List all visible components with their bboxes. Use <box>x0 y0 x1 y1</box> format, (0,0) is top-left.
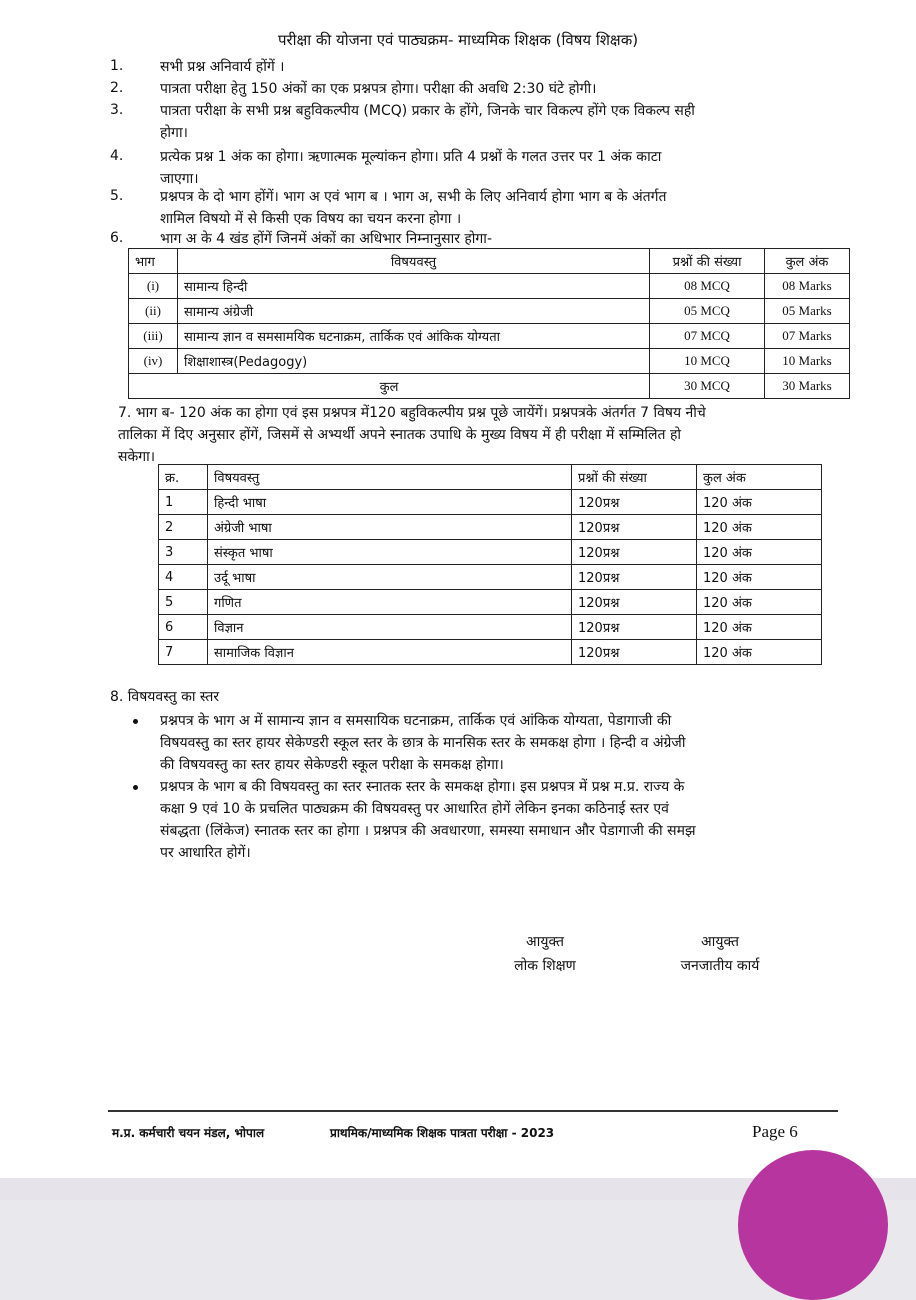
table-cell: 120 अंक <box>697 515 822 540</box>
point-text: जाएगा। <box>160 171 199 187</box>
point-number: 1. <box>110 58 124 74</box>
table-row <box>159 640 822 665</box>
table-row <box>159 565 822 590</box>
table-cell: 6 <box>159 615 208 640</box>
table-row <box>159 615 822 640</box>
table-cell: (ii) <box>129 299 178 324</box>
table-cell: 3 <box>159 540 208 565</box>
total-label: कुल <box>129 374 650 399</box>
table-header-row <box>129 249 850 274</box>
table-cell: संस्कृत भाषा <box>208 540 572 565</box>
table-cell: 120 अंक <box>697 490 822 515</box>
table-cell: गणित <box>208 590 572 615</box>
table-cell: 08 Marks <box>765 274 850 299</box>
table-cell: उर्दू भाषा <box>208 565 572 590</box>
table-cell: 07 Marks <box>765 324 850 349</box>
table-row <box>129 274 850 299</box>
point-7-text: 7. भाग ब- 120 अंक का होगा एवं इस प्रश्नपत्र में120 बहुविकल्पीय प्रश्न पूछे जायेंगें। प्रश्नपत्रके अंतर्गत 7 विषय नीचे <box>118 405 706 421</box>
table-cell: 10 Marks <box>765 349 850 374</box>
point-number: 4. <box>110 148 124 164</box>
table-cell: 10 MCQ <box>650 349 765 374</box>
table-row <box>159 540 822 565</box>
table-row <box>159 490 822 515</box>
total-questions: 30 MCQ <box>650 374 765 399</box>
column-header: कुल अंक <box>765 249 850 274</box>
table-cell: 120प्रश्न <box>572 615 697 640</box>
bullet-text: कक्षा 9 एवं 10 के प्रचलित पाठ्यक्रम की विषयवस्तु पर आधारित होगें लेकिन इनका कठिनाई स्तर एवं <box>160 801 669 817</box>
point-number: 5. <box>110 188 124 204</box>
table-row <box>129 299 850 324</box>
signature-title: आयुक्त <box>526 934 564 950</box>
table-cell: 120प्रश्न <box>572 565 697 590</box>
table-row <box>159 590 822 615</box>
table-cell: 120 अंक <box>697 565 822 590</box>
table-cell: 120प्रश्न <box>572 540 697 565</box>
footer-divider <box>108 1110 838 1112</box>
point-text: पात्रता परीक्षा हेतु 150 अंकों का एक प्रश्नपत्र होगा। परीक्षा की अवधि 2:30 घंटे होगी। <box>160 81 597 97</box>
table-cell: (i) <box>129 274 178 299</box>
bullet-text: विषयवस्तु का स्तर हायर सेकेण्डरी स्कूल स्तर के छात्र के मानसिक स्तर के समकक्ष होगा । हिन्दी व अंग्रेजी <box>160 735 686 751</box>
bullet-text: प्रश्नपत्र के भाग ब की विषयवस्तु का स्तर स्नातक स्तर के समकक्ष होगा। इस प्रश्नपत्र में प्रश्न म.प्र. राज्य के <box>160 779 685 795</box>
table-cell: 2 <box>159 515 208 540</box>
table-cell: 120प्रश्न <box>572 515 697 540</box>
column-header: भाग <box>129 249 178 274</box>
signature-block <box>655 930 785 978</box>
table-cell: सामाजिक विज्ञान <box>208 640 572 665</box>
total-marks: 30 Marks <box>765 374 850 399</box>
part-a-table <box>128 248 850 399</box>
point-text: शामिल विषयो में से किसी एक विषय का चयन करना होगा । <box>160 211 462 227</box>
bullet-text: संबद्धता (लिंकेज) स्नातक स्तर का होगा । प्रश्नपत्र की अवधारणा, समस्या समाधान और पेडागाजी की समझ <box>160 823 696 839</box>
table-cell: 05 MCQ <box>650 299 765 324</box>
point-text: होगा। <box>160 125 188 141</box>
footer-exam: प्राथमिक/माध्यमिक शिक्षक पात्रता परीक्षा - 2023 <box>330 1126 555 1140</box>
table-cell: 120 अंक <box>697 540 822 565</box>
table-cell: 5 <box>159 590 208 615</box>
bullet-text: पर आधारित होगें। <box>160 845 251 861</box>
table-cell: 120 अंक <box>697 640 822 665</box>
bullet-text: प्रश्नपत्र के भाग अ में सामान्य ज्ञान व समसायिक घटनाक्रम, तार्किक एवं आंकिक योग्यता, पेडागाजी की <box>160 713 672 729</box>
point-7-text: सकेगा। <box>118 449 156 465</box>
table-cell: 120प्रश्न <box>572 640 697 665</box>
table-cell: 05 Marks <box>765 299 850 324</box>
point-8-heading: 8. विषयवस्तु का स्तर <box>110 689 220 705</box>
table-cell: 4 <box>159 565 208 590</box>
point-text: प्रत्येक प्रश्न 1 अंक का होगा। ऋणात्मक मूल्यांकन होगा। प्रति 4 प्रश्नों के गलत उत्तर पर 1 अंक काटा <box>160 149 662 165</box>
table-header-row <box>159 465 822 490</box>
table-cell: 120प्रश्न <box>572 490 697 515</box>
floating-action-button[interactable] <box>738 1150 888 1300</box>
table-cell: शिक्षाशास्त्र(Pedagogy) <box>178 349 650 374</box>
column-header: कुल अंक <box>697 465 822 490</box>
part-b-table <box>158 464 822 665</box>
table-cell: 7 <box>159 640 208 665</box>
signature-department: जनजातीय कार्य <box>680 958 760 974</box>
page-title: परीक्षा की योजना एवं पाठ्यक्रम- माध्यमिक शिक्षक (विषय शिक्षक) <box>277 31 639 49</box>
table-row <box>129 349 850 374</box>
point-number: 3. <box>110 102 124 118</box>
signature-title: आयुक्त <box>701 934 739 950</box>
table-cell: (iv) <box>129 349 178 374</box>
table-row <box>129 324 850 349</box>
bullet-icon <box>133 719 138 724</box>
column-header: विषयवस्तु <box>178 249 650 274</box>
table-cell: सामान्य हिन्दी <box>178 274 650 299</box>
point-text: प्रश्नपत्र के दो भाग होंगें। भाग अ एवं भाग ब । भाग अ, सभी के लिए अनिवार्य होगा भाग ब के अंतर्गत <box>160 189 667 205</box>
table-cell: विज्ञान <box>208 615 572 640</box>
table-cell: हिन्दी भाषा <box>208 490 572 515</box>
column-header: प्रश्नों की संख्या <box>650 249 765 274</box>
point-number: 6. <box>110 230 124 246</box>
page-number: Page 6 <box>752 1122 798 1141</box>
point-text: पात्रता परीक्षा के सभी प्रश्न बहुविकल्पीय (MCQ) प्रकार के होंगे, जिनके चार विकल्प होंगे एक विकल्प सही <box>160 103 695 119</box>
footer-org: म.प्र. कर्मचारी चयन मंडल, भोपाल <box>112 1126 265 1140</box>
point-number: 2. <box>110 80 124 96</box>
column-header: विषयवस्तु <box>208 465 572 490</box>
table-cell: 120 अंक <box>697 590 822 615</box>
point-7-text: तालिका में दिए अनुसार होंगें, जिसमें से अभ्यर्थी अपने स्नातक उपाधि के मुख्य विषय में ही परीक्षा में सम्मिलित हो <box>118 427 682 443</box>
table-cell: सामान्य ज्ञान व समसामयिक घटनाक्रम, तार्किक एवं आंकिक योग्यता <box>178 324 650 349</box>
bullet-text: की विषयवस्तु का स्तर हायर सेकेण्डरी स्कूल परीक्षा के समकक्ष होगा। <box>160 757 504 773</box>
table-cell: 07 MCQ <box>650 324 765 349</box>
table-cell: सामान्य अंग्रेजी <box>178 299 650 324</box>
table-cell: 120 अंक <box>697 615 822 640</box>
point-text: सभी प्रश्न अनिवार्य होंगें । <box>160 59 285 75</box>
signature-department: लोक शिक्षण <box>514 958 576 974</box>
table-cell: 1 <box>159 490 208 515</box>
column-header: प्रश्नों की संख्या <box>572 465 697 490</box>
point-text: भाग अ के 4 खंड होंगें जिनमें अंकों का अधिभार निम्नानुसार होगा- <box>160 231 492 247</box>
table-total-row <box>129 374 850 399</box>
signature-block <box>490 930 600 978</box>
table-cell: अंग्रेजी भाषा <box>208 515 572 540</box>
table-cell: 120प्रश्न <box>572 590 697 615</box>
table-cell: 08 MCQ <box>650 274 765 299</box>
table-cell: (iii) <box>129 324 178 349</box>
column-header: क्र. <box>159 465 208 490</box>
table-row <box>159 515 822 540</box>
bullet-icon <box>133 785 138 790</box>
